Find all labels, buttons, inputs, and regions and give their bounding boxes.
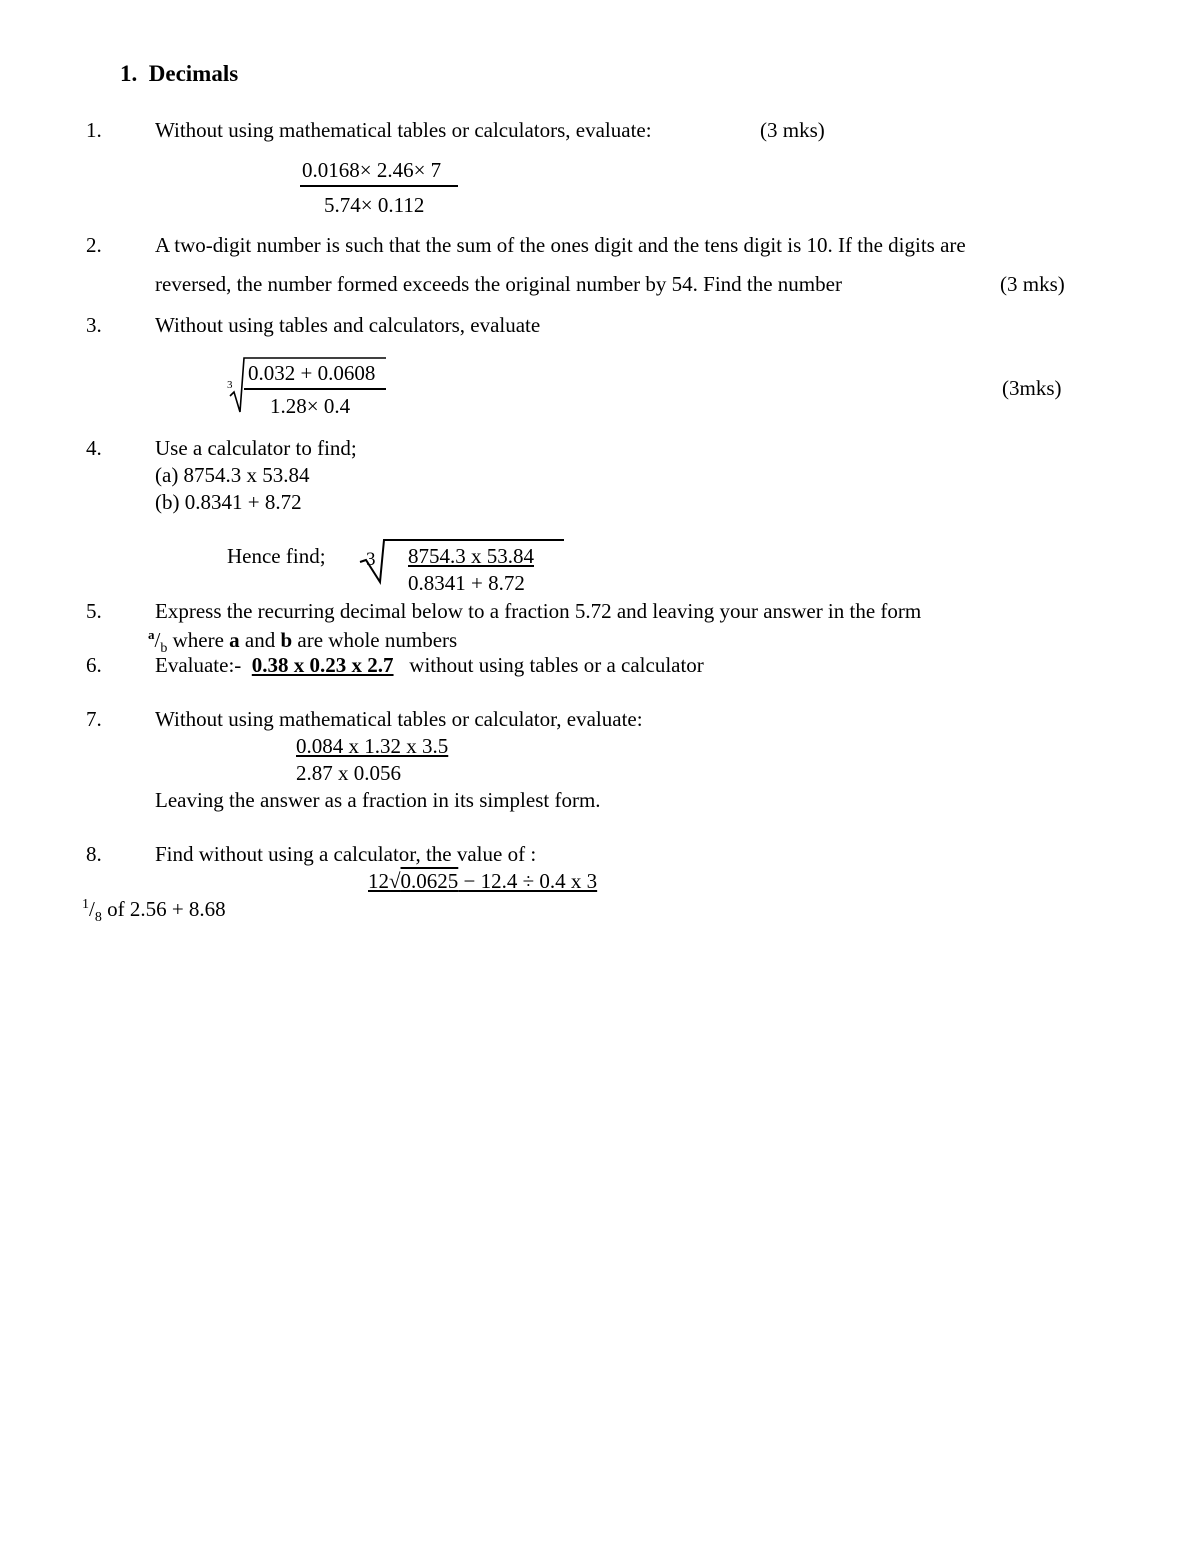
section-title: Decimals xyxy=(148,61,239,86)
q6-suffix: without using tables or a calculator xyxy=(393,653,704,677)
q5-var-b: b xyxy=(280,628,293,652)
q2-marks: (3 mks) xyxy=(1000,272,1065,296)
q8-number: 8. xyxy=(86,842,102,866)
q5-text-a: where xyxy=(167,628,230,652)
q6-number: 6. xyxy=(86,653,102,677)
q8-rest: − 12.4 ÷ 0.4 x 3 xyxy=(458,869,598,893)
q5-frac-num: a xyxy=(148,627,155,642)
q8-den-rest: of 2.56 + 8.68 xyxy=(101,897,226,921)
q7-text: Without using mathematical tables or calculator, evaluate: xyxy=(155,707,643,731)
q7-numerator: 0.084 x 1.32 x 3.5 xyxy=(296,734,449,758)
q4-part-b: (b) 0.8341 + 8.72 xyxy=(155,490,302,514)
q4-numerator: 8754.3 x 53.84 xyxy=(408,544,534,568)
q4-hence: Hence find; xyxy=(227,544,326,568)
q3-root-index: 3 xyxy=(227,379,233,391)
q5-line2: $^a/_b$ where a and b are whole numbers xyxy=(148,627,458,657)
q1-marks: (3 mks) xyxy=(760,118,825,142)
q3-denominator: 1.28× 0.4 xyxy=(270,394,351,418)
q8-radicand: 0.0625 xyxy=(400,869,459,893)
q7-denominator: 2.87 x 0.056 xyxy=(296,761,401,785)
q8-root-sign-icon: √ xyxy=(389,869,401,893)
q4-root-index: 3 xyxy=(366,549,376,570)
q5-var-a: a xyxy=(229,628,240,652)
q5-text-b: and xyxy=(239,628,281,652)
q3-fraction-bar xyxy=(244,388,386,390)
q8-den-sup: 1 xyxy=(82,897,89,912)
q6-prefix: Evaluate:- xyxy=(155,653,252,677)
section-heading xyxy=(120,62,238,85)
q7-after: Leaving the answer as a fraction in its simplest form. xyxy=(155,788,601,812)
q6-expression: 0.38 x 0.23 x 2.7 xyxy=(251,653,394,677)
q3-marks: (3mks) xyxy=(1002,376,1062,400)
q2-number: 2. xyxy=(86,233,102,257)
q8-numerator xyxy=(368,871,597,892)
q6-line xyxy=(155,655,704,676)
q5-number: 5. xyxy=(86,599,102,623)
q1-fraction-bar xyxy=(300,185,458,187)
q1-numerator: 0.0168× 2.46× 7 xyxy=(302,158,442,182)
q8-den-sub: 8 xyxy=(94,910,102,926)
q1-text: Without using mathematical tables or calculators, evaluate: xyxy=(155,118,652,142)
q8-coef: 12 xyxy=(368,869,389,893)
section-number: 1. xyxy=(120,61,138,86)
q4-number: 4. xyxy=(86,436,102,460)
q2-line2: reversed, the number formed exceeds the original number by 54. Find the number xyxy=(155,272,842,296)
q2-line1: A two-digit number is such that the sum of the ones digit and the tens digit is 10. If the digits are xyxy=(155,233,966,257)
q5-text-c: are whole numbers xyxy=(292,628,458,652)
q8-denominator: $^1/_8$ of 2.56 + 8.68 xyxy=(82,897,226,926)
q4-text: Use a calculator to find; xyxy=(155,436,357,460)
q5-frac-den: b xyxy=(160,641,168,657)
q3-numerator: 0.032 + 0.0608 xyxy=(248,361,376,385)
q1-denominator: 5.74× 0.112 xyxy=(324,193,425,217)
q1-number: 1. xyxy=(86,118,102,142)
q4-part-a: (a) 8754.3 x 53.84 xyxy=(155,463,310,487)
q3-text: Without using tables and calculators, evaluate xyxy=(155,313,541,337)
q5-line1: Express the recurring decimal below to a fraction 5.72 and leaving your answer in the form xyxy=(155,599,922,623)
q8-text: Find without using a calculator, the value of : xyxy=(155,842,537,866)
q3-number: 3. xyxy=(86,313,102,337)
q4-denominator: 0.8341 + 8.72 xyxy=(408,571,525,595)
q7-number: 7. xyxy=(86,707,102,731)
